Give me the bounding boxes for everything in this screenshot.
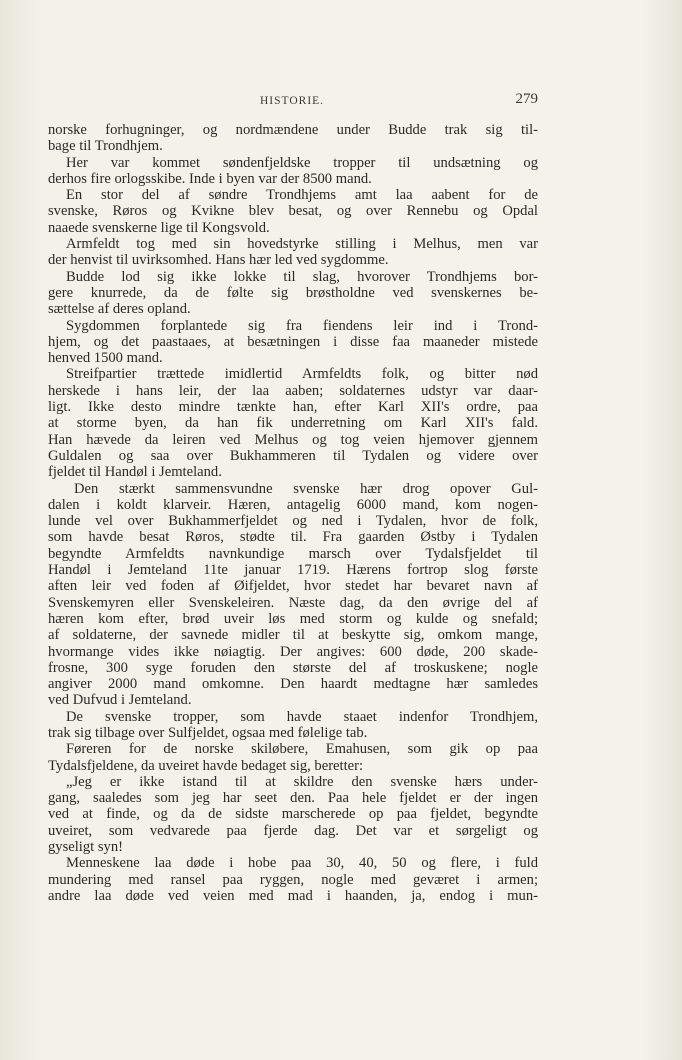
text-line: Her var kommet søndenfjeldske tropper til undsætning og: [66, 154, 538, 171]
paragraph-9: [48, 709, 538, 742]
text-line: En stor del af søndre Trondhjems amt laa aabent for de: [66, 187, 538, 204]
text-line: af soldaterne, der savnede midler til at beskytte sig, omkom mange,: [48, 627, 538, 644]
text-line: Føreren for de norske skiløbere, Emahusen, som gik op paa: [66, 741, 538, 758]
text-line: gere knurrede, da de følte sig brøstholdne ved svenskernes be-: [48, 284, 538, 301]
text-line: norske forhugninger, og nordmændene under Budde trak sig til-: [48, 122, 538, 138]
text-line: gang, saaledes som jeg har seet den. Paa hele fjeldet er der ingen: [48, 790, 538, 807]
text-line: Sygdommen forplantede sig fra fiendens leir ind i Trond-: [66, 317, 538, 334]
text-line: Streifpartier trættede imidlertid Armfeldts folk, og bitter nød: [66, 366, 538, 383]
text-line: lunde vel over Bukhammerfjeldet og ned i Tydalen, hvor de folk,: [48, 513, 538, 530]
text-line: Guldalen og saa over Bukhammeren til Tydalen og videre over: [48, 447, 538, 464]
text-line: „Jeg er ikke istand til at skildre den svenske hærs under-: [66, 773, 538, 790]
quotation: [48, 774, 538, 855]
text-line: frosne, 300 syge foruden den største del af troskuskene; nogle: [48, 659, 538, 676]
paragraph-1: [48, 122, 538, 155]
text-line: at storme byen, da han fik underretning om Karl XII's fald.: [48, 415, 538, 432]
text-line: herskede i hans leir, der laa aaben; soldaternes udstyr var daar-: [48, 382, 538, 399]
text-line: bage til Trondhjem.: [48, 138, 163, 155]
running-title: HISTORIE.: [260, 95, 325, 107]
text-line: derhos fire orlogsskibe. Inde i byen var der 8500 mand.: [48, 170, 372, 187]
text-line: uveiret, som vedvarede paa fjerde dag. Det var et sørgeligt og: [48, 822, 538, 839]
paragraph-2: [48, 155, 538, 188]
paragraph-5: [48, 269, 538, 318]
text-line: Handøl i Jemteland 11te januar 1719. Hærens fortrop slog første: [48, 562, 538, 579]
text-line: ved Dufvud i Jemteland.: [48, 692, 192, 709]
page-number: 279: [515, 91, 538, 107]
text-line: naaede svenskerne lige til Kongsvold.: [48, 219, 270, 236]
paragraph-7: [48, 366, 538, 480]
paragraph-3: [48, 187, 538, 236]
paragraph-8: [48, 481, 538, 709]
text-line: andre laa døde ved veien med mad i haanden, ja, endog i mun-: [48, 887, 538, 904]
text-line: Den stærkt sammensvundne svenske hær drog opover Gul-: [74, 480, 538, 497]
text-line: dalen i koldt klarveir. Hæren, antagelig 6000 mand, kom nogen-: [48, 496, 538, 513]
running-head: [48, 91, 538, 111]
text-line: svenske, Røros og Kvikne blev besat, og over Rennebu og Opdal: [48, 203, 538, 220]
text-line: hvormange vides ikke nøiagtig. Der angives: 600 døde, 200 skade-: [48, 643, 538, 660]
text-line: De svenske tropper, som havde staaet indenfor Trondhjem,: [66, 708, 538, 725]
text-line: hjem, og det paastaaes, at besætningen i disse faa maaneder mistede: [48, 333, 538, 350]
paragraph-4: [48, 236, 538, 269]
text-line: Menneskene laa døde i hobe paa 30, 40, 50 og flere, i fuld: [66, 855, 538, 872]
text-line: Budde lod sig ikke lokke til slag, hvorover Trondhjems bor-: [66, 268, 538, 285]
text-line: begyndte Armfeldts navnkundige marsch over Tydalsfjeldet til: [48, 545, 538, 562]
text-line: der henvist til uvirksomhed. Hans hær led ved sygdomme.: [48, 252, 389, 269]
text-line: Han hævede da leiren ved Melhus og tog veien hjemover gjennem: [48, 431, 538, 448]
text-line: som havde besat Røros, stødte til. Fra gaarden Østby i Tydalen: [48, 529, 538, 546]
paragraph-10: [48, 741, 538, 774]
text-line: ved at finde, og da de sidste marscherede op paa fjeldet, begyndte: [48, 806, 538, 823]
text-line: gyseligt syn!: [48, 839, 123, 856]
text-line: Svenskemyren eller Svenskeleiren. Næste dag, da den øvrige del af: [48, 594, 538, 611]
text-line: hæren kom efter, brød uveir løs med storm og kulde og snefald;: [48, 610, 538, 627]
paragraph-6: [48, 318, 538, 367]
text-line: ligt. Ikke desto mindre tænkte han, efter Karl XII's ordre, paa: [48, 399, 538, 416]
text-line: fjeldet til Handøl i Jemteland.: [48, 464, 222, 481]
text-line: angiver 2000 mand omkomne. Den haardt medtagne hær samledes: [48, 676, 538, 693]
text-line: aften leir ved foden af Øifjeldet, hvor stedet har bevaret navn af: [48, 578, 538, 595]
text-line: Tydalsfjeldene, da uveiret havde bedaget sig, beretter:: [48, 757, 364, 774]
text-line: trak sig tilbage over Sulfjeldet, ogsaa med følelige tab.: [48, 724, 368, 741]
paragraph-12: [48, 855, 538, 904]
text-line: sættelse af deres opland.: [48, 301, 191, 318]
text-line: Armfeldt tog med sin hovedstyrke stilling i Melhus, men var: [66, 236, 538, 253]
body-text: [48, 122, 538, 904]
text-line: mundering med ransel paa ryggen, nogle med geværet i armen;: [48, 871, 538, 888]
text-line: henved 1500 mand.: [48, 350, 163, 367]
